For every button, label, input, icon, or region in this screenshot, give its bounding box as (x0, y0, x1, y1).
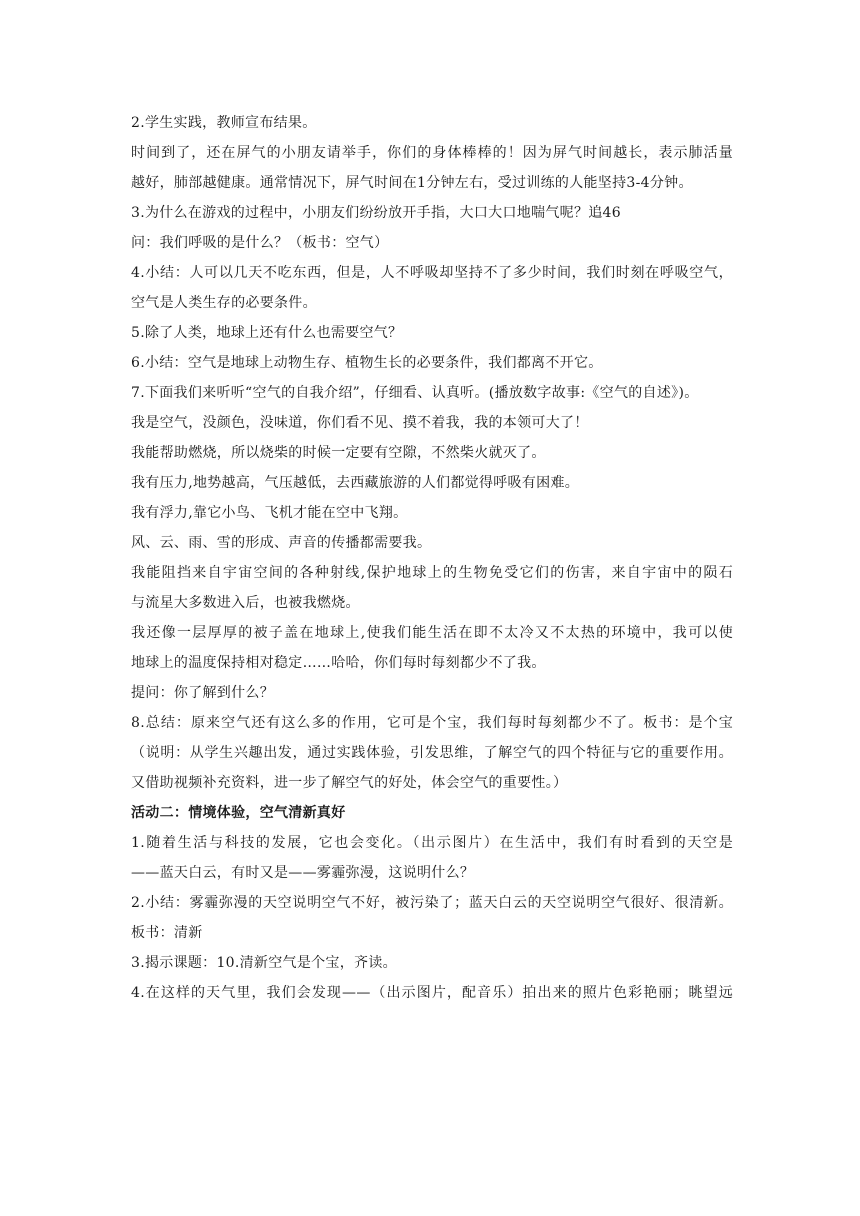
text-line: 风、云、雨、雪的形成、声音的传播都需要我。 (131, 535, 432, 551)
text-line: 4.小结：人可以几天不吃东西，但是，人不呼吸却坚持不了多少时间，我们时刻在呼吸空气， (131, 265, 733, 281)
text-line: 越好，肺部越健康。通常情况下，屏气时间在1分钟左右，受过训练的人能坚持3-4分钟。 (131, 175, 693, 191)
text-line: 我还像一层厚厚的被子盖在地球上,使我们能生活在即不太冷又不太热的环境中，我可以使 (131, 625, 733, 641)
text-line: 板书：清新 (131, 925, 203, 941)
text-line: ——蓝天白云，有时又是——雾霾弥漫，这说明什么？ (131, 865, 475, 881)
text-line: 又借助视频补充资料，进一步了解空气的好处，体会空气的重要性。） (131, 775, 568, 791)
text-line: 7.下面我们来听听“空气的自我介绍”，仔细看、认真听。(播放数字故事:《空气的自述》)。 (131, 385, 699, 401)
section-heading: 活动二：情境体验，空气清新真好 (131, 805, 346, 821)
text-line: 2.学生实践，教师宣布结果。 (131, 115, 317, 131)
text-line: 8.总结：原来空气还有这么多的作用，它可是个宝，我们每时每刻都少不了。板书：是个宝 (131, 715, 733, 731)
text-line: 地球上的温度保持相对稳定……哈哈，你们每时每刻都少不了我。 (131, 655, 546, 671)
text-line: 我是空气，没颜色，没味道，你们看不见、摸不着我，我的本领可大了！ (131, 415, 589, 431)
text-line: 5.除了人类，地球上还有什么也需要空气？ (131, 325, 403, 341)
text-line: 3.揭示课题：10.清新空气是个宝，齐读。 (131, 955, 397, 971)
text-line: 我能帮助燃烧，所以烧柴的时候一定要有空隙，不然柴火就灭了。 (131, 445, 546, 461)
text-line: 提问：你了解到什么？ (131, 685, 274, 701)
text-line: 我有压力,地势越高，气压越低，去西藏旅游的人们都觉得呼吸有困难。 (131, 475, 580, 491)
text-line: 与流星大多数进入后，也被我燃烧。 (131, 595, 360, 611)
text-line: 2.小结：雾霾弥漫的天空说明空气不好，被污染了；蓝天白云的天空说明空气很好、很清新。 (131, 895, 733, 911)
text-line: 我有浮力,靠它小鸟、飞机才能在空中飞翔。 (131, 505, 408, 521)
text-line: （说明：从学生兴趣出发，通过实践体验，引发思维，了解空气的四个特征与它的重要作用。 (131, 745, 733, 761)
text-line: 3.为什么在游戏的过程中，小朋友们纷纷放开手指，大口大口地喘气呢？追46 (131, 205, 621, 221)
text-line: 问：我们呼吸的是什么？（板书：空气） (131, 235, 389, 251)
text-line: 4.在这样的天气里，我们会发现——（出示图片，配音乐）拍出来的照片色彩艳丽；眺望远 (131, 985, 733, 1001)
text-line: 空气是人类生存的必要条件。 (131, 295, 317, 311)
text-line: 1.随着生活与科技的发展，它也会变化。（出示图片）在生活中，我们有时看到的天空是 (131, 835, 733, 851)
text-line: 时间到了，还在屏气的小朋友请举手，你们的身体棒棒的！因为屏气时间越长，表示肺活量 (131, 145, 733, 161)
text-line: 6.小结：空气是地球上动物生存、植物生长的必要条件，我们都离不开它。 (131, 355, 603, 371)
text-line: 我能阻挡来自宇宙空间的各种射线,保护地球上的生物免受它们的伤害，来自宇宙中的陨石 (131, 565, 733, 581)
document-body (131, 108, 733, 1008)
